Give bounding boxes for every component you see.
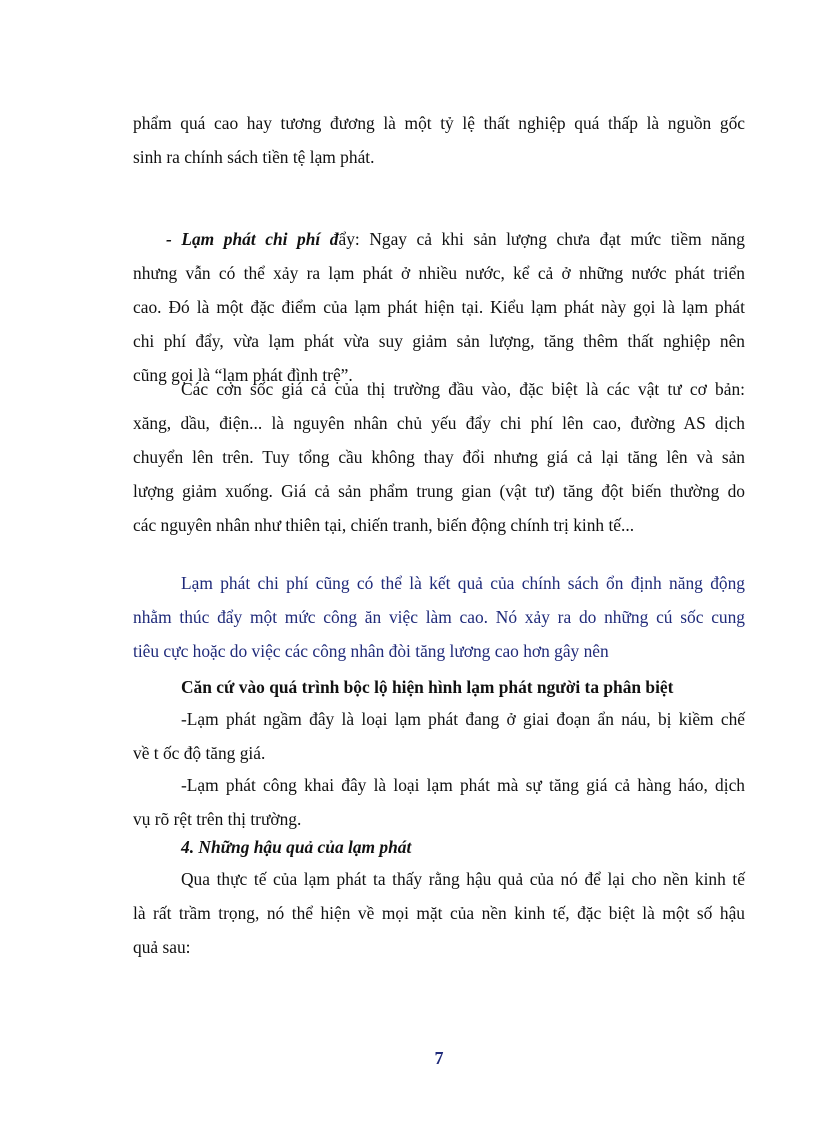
paragraph-price-shocks (133, 372, 745, 542)
text-line: chuyển lên trên. Tuy tổng cầu không thay đổi nhưng giá cả lại tăng lên và sản (133, 447, 745, 467)
text-line: cũng gọi là “lạm phát đình trệ”. (133, 365, 353, 385)
text-line: vụ rõ rệt trên thị trường. (133, 809, 302, 829)
document-page (133, 0, 745, 1123)
text-line: nhằm thúc đẩy một mức công ăn việc làm cao. Nó xảy ra do những cú sốc cung (133, 607, 745, 627)
text-line: 4. Những hậu quả của lạm phát (181, 837, 412, 857)
text-line: lượng giảm xuống. Giá cả sản phẩm trung gian (vật tư) tăng đột biến thường do (133, 481, 745, 501)
text-line: quả sau: (133, 937, 191, 957)
cost-push-heading: - Lạm phát chi phí đ (166, 229, 339, 249)
page-number: 7 (434, 1048, 444, 1068)
text-line: sinh ra chính sách tiền tệ lạm phát. (133, 147, 375, 167)
paragraph-cost-push-inflation (133, 222, 745, 392)
text-run: ẩy: Ngay cả khi sản lượng chưa đạt mức tiềm năng (338, 229, 745, 249)
paragraph-hidden-inflation (133, 702, 745, 770)
text-line: Qua thực tế của lạm phát ta thấy rằng hậu quả của nó để lại cho nền kinh tế (181, 869, 745, 889)
paragraph-monetary-policy (133, 106, 745, 174)
paragraph-consequences (133, 862, 745, 964)
text-line: Căn cứ vào quá trình bộc lộ hiện hình lạm phát người ta phân biệt (181, 677, 674, 697)
text-line: xăng, dầu, điện... là nguyên nhân chủ yếu đẩy chi phí lên cao, đường AS dịch (133, 413, 745, 433)
text-line: -Lạm phát ngầm đây là loại lạm phát đang ở giai đoạn ẩn náu, bị kiềm chế (181, 709, 745, 729)
section-heading-consequences (133, 830, 745, 864)
text-line: các nguyên nhân như thiên tại, chiến tranh, biến động chính trị kinh tế... (133, 515, 635, 535)
text-line: nhưng vẫn có thể xảy ra lạm phát ở nhiều nước, kể cả ở những nước phát triển (133, 263, 745, 283)
text-line: tiêu cực hoặc do việc các công nhân đòi tăng lương cao hơn gây nên (133, 641, 609, 661)
text-line: -Lạm phát công khai đây là loại lạm phát mà sự tăng giá cả hàng háo, dịch (181, 775, 745, 795)
text-line: Lạm phát chi phí cũng có thể là kết quả của chính sách ổn định năng động (181, 573, 745, 593)
text-line (133, 222, 745, 256)
text-line: Các cơn sốc giá cả của thị trường đầu vào, đặc biệt là các vật tư cơ bản: (181, 379, 745, 399)
paragraph-stabilization-policy (133, 566, 745, 668)
text-line: cao. Đó là một đặc điểm của lạm phát hiện tại. Kiểu lạm phát này gọi là lạm phát (133, 297, 745, 317)
text-line: chi phí đẩy, vừa lạm phát vừa suy giảm sản lượng, tăng thêm thất nghiệp nên (133, 331, 745, 351)
text-line: phẩm quá cao hay tương đương là một tỷ lệ thất nghiệp quá thấp là nguồn gốc (133, 113, 745, 133)
heading-classification (133, 670, 745, 704)
paragraph-open-inflation (133, 768, 745, 836)
text-line: về t ốc độ tăng giá. (133, 743, 266, 763)
text-line: là rất trầm trọng, nó thể hiện về mọi mặt của nền kinh tế, đặc biệt là một số hậu (133, 903, 745, 923)
